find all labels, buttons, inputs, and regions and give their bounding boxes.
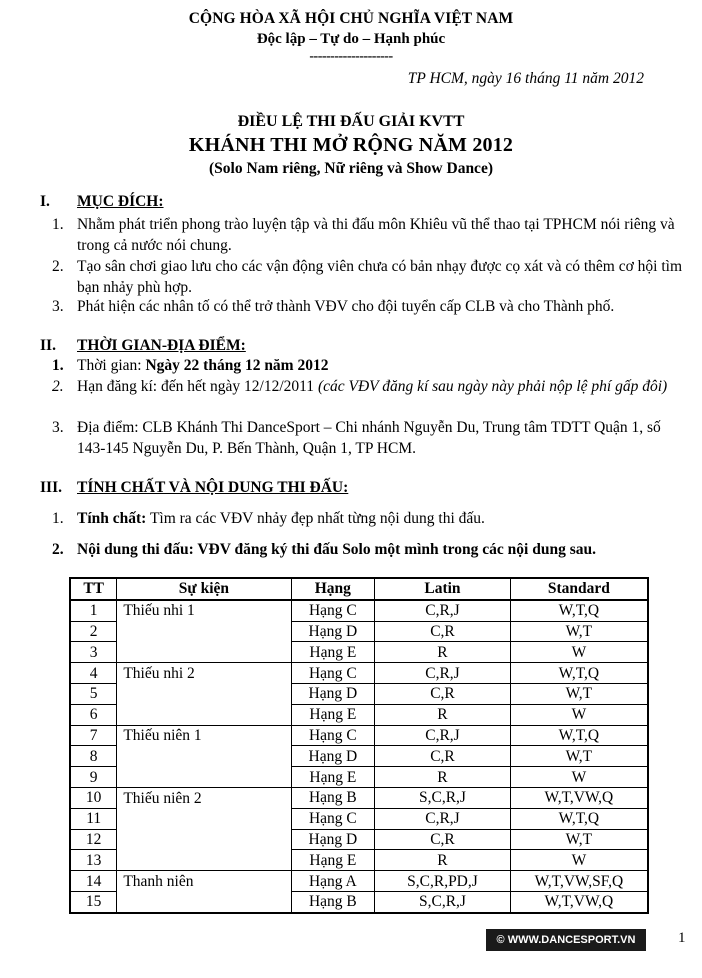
- table-row: [70, 725, 648, 746]
- item-text: Tìm ra các VĐV nhảy đẹp nhất từng nội dung thi đấu.: [146, 510, 485, 527]
- cell-latin: C,R,J: [375, 725, 511, 746]
- section-heading-purpose: [40, 193, 164, 211]
- cell-event: [117, 767, 291, 788]
- cell-event: [117, 746, 291, 767]
- table-row: [70, 663, 648, 684]
- list-item: [52, 214, 692, 256]
- cell-tt: 13: [70, 850, 117, 871]
- cell-standard: W,T,VW,Q: [510, 787, 648, 808]
- cell-event: Thiếu nhi 1: [117, 600, 291, 621]
- cell-latin: C,R,J: [375, 600, 511, 621]
- item-number: 2.: [52, 258, 64, 275]
- section-title: THỜI GIAN-ĐỊA ĐIỂM:: [77, 337, 246, 354]
- table-row: [70, 767, 648, 788]
- cell-standard: W,T,Q: [510, 725, 648, 746]
- competition-table: [69, 577, 649, 914]
- section-title: MỤC ĐÍCH:: [77, 193, 164, 210]
- cell-tt: 10: [70, 787, 117, 808]
- header-latin: Latin: [375, 578, 511, 600]
- item-number: 1.: [52, 510, 64, 527]
- cell-event: [117, 704, 291, 725]
- item-text: Nhằm phát triển phong trào luyện tập và thi đấu môn Khiêu vũ thể thao tại TPHCM nói riêng và trong cả nước nói chung.: [77, 216, 675, 254]
- cell-tt: 2: [70, 621, 117, 642]
- cell-class: Hạng B: [291, 891, 375, 912]
- cell-class: Hạng D: [291, 621, 375, 642]
- item-number: 1.: [52, 357, 64, 374]
- cell-event: Thanh niên: [117, 871, 291, 892]
- table-row: [70, 704, 648, 725]
- cell-event: Thiếu niên 2: [117, 787, 291, 808]
- item-label: Hạn đăng kí: đến hết ngày 12/12/2011: [77, 378, 318, 395]
- table-row: [70, 787, 648, 808]
- item-label: Tính chất:: [77, 510, 147, 527]
- registration-note: (các VĐV đăng kí sau ngày này phải nộp lệ phí gấp đôi): [317, 378, 668, 395]
- section-number: I.: [40, 193, 50, 210]
- cell-latin: C,R,J: [375, 808, 511, 829]
- table-row: [70, 642, 648, 663]
- item-text: Nội dung thi đấu: VĐV đăng ký thi đấu Solo một mình trong các nội dung sau.: [77, 541, 596, 558]
- table-row: [70, 850, 648, 871]
- cell-latin: R: [375, 850, 511, 871]
- cell-standard: W,T,Q: [510, 600, 648, 621]
- cell-latin: C,R: [375, 683, 511, 704]
- table-row: [70, 683, 648, 704]
- cell-class: Hạng E: [291, 850, 375, 871]
- section-heading-time-place: [40, 337, 246, 355]
- item-number: 2.: [52, 378, 64, 395]
- table-row: [70, 808, 648, 829]
- cell-tt: 7: [70, 725, 117, 746]
- cell-class: Hạng E: [291, 704, 375, 725]
- national-motto: Độc lập – Tự do – Hạnh phúc: [256, 31, 446, 47]
- cell-standard: W,T: [510, 746, 648, 767]
- cell-standard: W,T,Q: [510, 663, 648, 684]
- national-header: CỘNG HÒA XÃ HỘI CHỦ NGHĨA VIỆT NAM: [188, 10, 514, 27]
- cell-tt: 11: [70, 808, 117, 829]
- cell-tt: 1: [70, 600, 117, 621]
- cell-event: [117, 808, 291, 829]
- item-text: Phát hiện các nhân tố có thể trở thành VĐV cho đội tuyển cấp CLB và cho Thành phố.: [77, 298, 615, 315]
- cell-standard: W,T,Q: [510, 808, 648, 829]
- cell-latin: R: [375, 767, 511, 788]
- header-tt: TT: [70, 578, 117, 600]
- list-item: [52, 296, 692, 317]
- cell-standard: W: [510, 850, 648, 871]
- event-date: Ngày 22 tháng 12 năm 2012: [145, 357, 329, 374]
- cell-class: Hạng E: [291, 642, 375, 663]
- cell-event: [117, 850, 291, 871]
- cell-latin: R: [375, 704, 511, 725]
- cell-event: Thiếu niên 1: [117, 725, 291, 746]
- cell-latin: R: [375, 642, 511, 663]
- cell-event: [117, 642, 291, 663]
- cell-class: Hạng E: [291, 767, 375, 788]
- document-title-line1: ĐIỀU LỆ THI ĐẤU GIẢI KVTT: [237, 113, 465, 130]
- cell-latin: C,R,J: [375, 663, 511, 684]
- cell-standard: W: [510, 704, 648, 725]
- cell-latin: S,C,R,J: [375, 891, 511, 912]
- cell-class: Hạng C: [291, 725, 375, 746]
- cell-latin: C,R: [375, 746, 511, 767]
- item-number: 3.: [52, 419, 64, 436]
- header-class: Hạng: [291, 578, 375, 600]
- cell-standard: W,T: [510, 829, 648, 850]
- list-item: [52, 376, 692, 397]
- cell-event: [117, 621, 291, 642]
- header-standard: Standard: [510, 578, 648, 600]
- cell-class: Hạng C: [291, 600, 375, 621]
- cell-tt: 9: [70, 767, 117, 788]
- cell-standard: W,T: [510, 683, 648, 704]
- table-header-row: [70, 578, 648, 600]
- list-item: [52, 508, 692, 529]
- item-label: Thời gian:: [77, 357, 146, 374]
- cell-standard: W,T,VW,SF,Q: [510, 871, 648, 892]
- cell-tt: 3: [70, 642, 117, 663]
- cell-tt: 15: [70, 891, 117, 912]
- cell-tt: 5: [70, 683, 117, 704]
- cell-event: [117, 683, 291, 704]
- cell-tt: 8: [70, 746, 117, 767]
- table-row: [70, 600, 648, 621]
- cell-class: Hạng C: [291, 808, 375, 829]
- cell-class: Hạng D: [291, 829, 375, 850]
- cell-tt: 4: [70, 663, 117, 684]
- cell-event: Thiếu nhi 2: [117, 663, 291, 684]
- cell-tt: 6: [70, 704, 117, 725]
- cell-event: [117, 891, 291, 912]
- item-text: Địa điểm: CLB Khánh Thi DanceSport – Chi nhánh Nguyễn Du, Trung tâm TDTT Quận 1, số 143-145 Nguyễn Du, P. Bến Thành, Quận 1, TP HCM.: [77, 419, 661, 457]
- section-heading-content: [40, 479, 348, 497]
- list-item: [52, 417, 692, 459]
- cell-tt: 14: [70, 871, 117, 892]
- table-row: [70, 746, 648, 767]
- cell-latin: C,R: [375, 829, 511, 850]
- item-number: 1.: [52, 216, 64, 233]
- cell-standard: W,T: [510, 621, 648, 642]
- item-number: 2.: [52, 541, 64, 558]
- cell-event: [117, 829, 291, 850]
- watermark-logo: © WWW.DANCESPORT.VN: [486, 929, 646, 951]
- section-number: II.: [40, 337, 56, 354]
- cell-standard: W: [510, 642, 648, 663]
- table-row: [70, 871, 648, 892]
- header-event: Sự kiện: [117, 578, 291, 600]
- cell-class: Hạng D: [291, 683, 375, 704]
- table-row: [70, 621, 648, 642]
- section-number: III.: [40, 479, 62, 496]
- section-title: TÍNH CHẤT VÀ NỘI DUNG THI ĐẤU:: [77, 479, 349, 496]
- cell-class: Hạng D: [291, 746, 375, 767]
- document-date: TP HCM, ngày 16 tháng 11 năm 2012: [407, 70, 644, 87]
- header-divider: --------------------: [309, 49, 393, 64]
- cell-standard: W: [510, 767, 648, 788]
- list-item: [52, 539, 692, 560]
- cell-latin: C,R: [375, 621, 511, 642]
- cell-latin: S,C,R,J: [375, 787, 511, 808]
- table-row: [70, 891, 648, 912]
- item-number: 3.: [52, 298, 64, 315]
- table-row: [70, 829, 648, 850]
- list-item: [52, 355, 692, 376]
- cell-tt: 12: [70, 829, 117, 850]
- document-title-line2: KHÁNH THI MỞ RỘNG NĂM 2012: [188, 134, 514, 156]
- cell-latin: S,C,R,PD,J: [375, 871, 511, 892]
- page-number: 1: [678, 930, 686, 946]
- cell-class: Hạng A: [291, 871, 375, 892]
- cell-standard: W,T,VW,Q: [510, 891, 648, 912]
- item-text: Tạo sân chơi giao lưu cho các vận động viên chưa có bản nhạy được cọ xát và có thêm cơ hội tìm bạn nhảy phù hợp.: [77, 258, 683, 296]
- list-item: [52, 256, 692, 298]
- cell-class: Hạng B: [291, 787, 375, 808]
- document-subtitle: (Solo Nam riêng, Nữ riêng và Show Dance): [209, 160, 493, 177]
- cell-class: Hạng C: [291, 663, 375, 684]
